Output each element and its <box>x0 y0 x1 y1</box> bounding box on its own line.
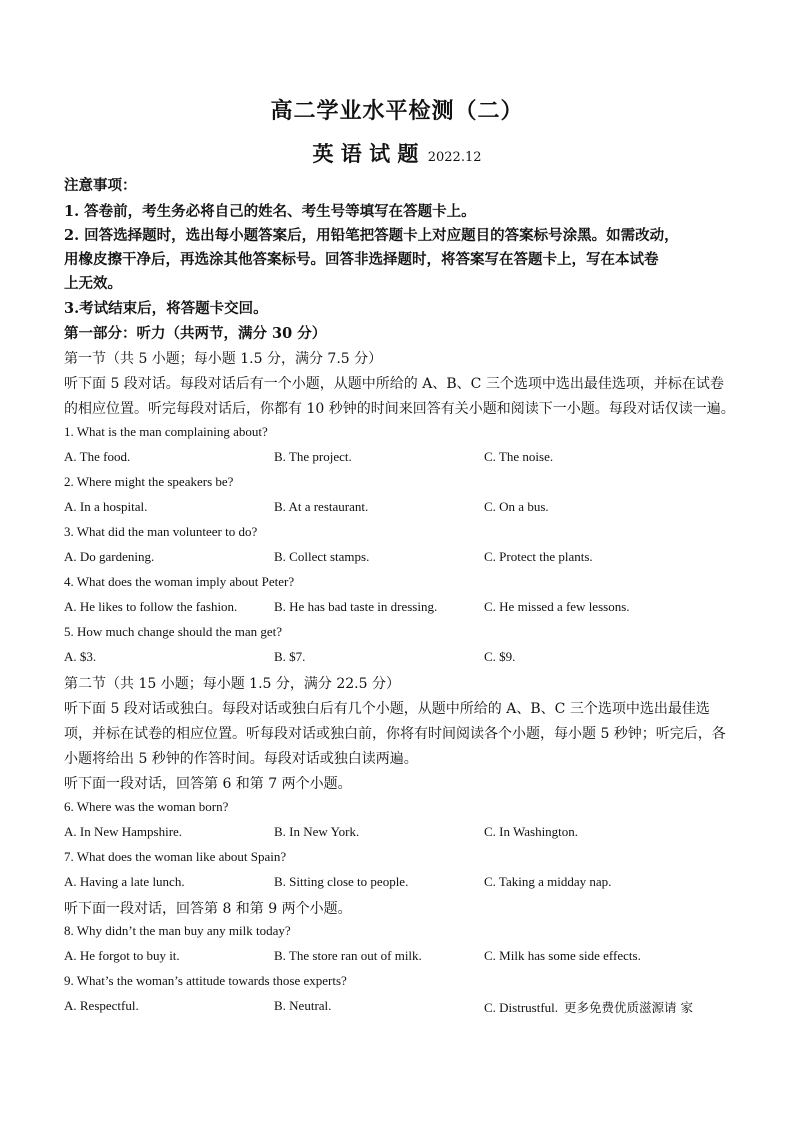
option-b: B. Collect stamps. <box>274 549 370 564</box>
option-c: C. On a bus. <box>484 499 549 514</box>
exam-date: 2022.12 <box>427 150 482 165</box>
question-5: 5. How much change should the man get? <box>64 624 283 639</box>
question-9: 9. What’s the woman’s attitude towards those experts? <box>64 973 347 988</box>
part1-heading: 第一部分：听力（共两节，满分 30 分） <box>64 325 327 342</box>
question-2: 2. Where might the speakers be? <box>64 474 234 489</box>
option-c: C. The noise. <box>484 449 554 464</box>
option-b: B. The project. <box>274 449 352 464</box>
question-6: 6. Where was the woman born? <box>64 799 229 814</box>
exam-subtitle <box>0 138 794 168</box>
question-1: 1. What is the man complaining about? <box>64 424 268 439</box>
option-a: A. The food. <box>64 449 131 464</box>
question-7: 7. What does the woman like about Spain? <box>64 849 287 864</box>
question-8: 8. Why didn’t the man buy any milk today? <box>64 923 291 938</box>
option-c <box>484 998 693 1016</box>
option-a: A. He likes to follow the fashion. <box>64 599 238 614</box>
option-c: C. Milk has some side effects. <box>484 948 641 963</box>
option-b: B. $7. <box>274 649 306 664</box>
section1-heading: 第一节（共 5 小题；每小题 1.5 分，满分 7.5 分） <box>64 351 383 367</box>
subject-label: 英 语 试 题 <box>312 141 419 166</box>
note-line: 2. 回答选择题时，选出每小题答案后，用铅笔把答题卡上对应题目的答案标号涂黑。如需改动， <box>64 227 679 244</box>
option-c: C. Taking a midday nap. <box>484 874 612 889</box>
option-b: B. Sitting close to people. <box>274 874 409 889</box>
option-a: A. In New Hampshire. <box>64 824 183 839</box>
option-a: A. Do gardening. <box>64 549 155 564</box>
option-a: A. $3. <box>64 649 97 664</box>
section2-instructions: 项，并标在试卷的相应位置。听每段对话或独白前，你将有时间阅读各个小题，每小题 5 秒钟；听完后，各 <box>64 726 726 742</box>
exam-title: 高二学业水平检测（二） <box>270 98 524 124</box>
option-b: B. At a restaurant. <box>274 499 369 514</box>
section1-instructions: 听下面 5 段对话。每段对话后有一个小题，从题中所给的 A、B、C 三个选项中选出最佳选项，并标在试卷 <box>64 376 724 392</box>
option-a: A. He forgot to buy it. <box>64 948 180 963</box>
option-b: B. Neutral. <box>274 998 332 1013</box>
option-a: A. In a hospital. <box>64 499 148 514</box>
option-c: C. In Washington. <box>484 824 579 839</box>
section2-instructions: 小题将给出 5 秒钟的作答时间。每段对话或独白读两遍。 <box>64 751 418 767</box>
question-4: 4. What does the woman imply about Peter? <box>64 574 295 589</box>
note-line: 上无效。 <box>64 275 122 292</box>
option-a: A. Having a late lunch. <box>64 874 185 889</box>
question-3: 3. What did the man volunteer to do? <box>64 524 258 539</box>
group-instruction: 听下面一段对话，回答第 6 和第 7 两个小题。 <box>64 776 352 792</box>
group-instruction: 听下面一段对话，回答第 8 和第 9 两个小题。 <box>64 901 352 917</box>
notes-heading: 注意事项： <box>64 177 137 194</box>
option-b: B. He has bad taste in dressing. <box>274 599 438 614</box>
note-line: 用橡皮擦干净后，再选涂其他答案标号。回答非选择题时，将答案写在答题卡上，写在本试卷 <box>64 251 659 268</box>
section2-instructions: 听下面 5 段对话或独白。每段对话或独白后有几个小题，从题中所给的 A、B、C 三个选项中选出最佳选 <box>64 701 710 717</box>
option-b: B. The store ran out of milk. <box>274 948 422 963</box>
note-line: 1. 答卷前，考生务必将自己的姓名、考生号等填写在答题卡上。 <box>64 203 476 220</box>
option-c-text: C. Distrustful. <box>484 1000 559 1015</box>
option-c: C. He missed a few lessons. <box>484 599 630 614</box>
option-a: A. Respectful. <box>64 998 139 1013</box>
option-c: C. Protect the plants. <box>484 549 593 564</box>
watermark-ad-text: 更多免费优质滋源请 家 <box>564 1000 694 1015</box>
note-line: 3.考试结束后，将答题卡交回。 <box>64 300 268 317</box>
section1-instructions: 的相应位置。听完每段对话后，你都有 10 秒钟的时间来回答有关小题和阅读下一小题。每段对话仅读一遍。 <box>64 401 735 417</box>
section2-heading: 第二节（共 15 小题；每小题 1.5 分，满分 22.5 分） <box>64 676 400 692</box>
option-b: B. In New York. <box>274 824 360 839</box>
option-c: C. $9. <box>484 649 516 664</box>
